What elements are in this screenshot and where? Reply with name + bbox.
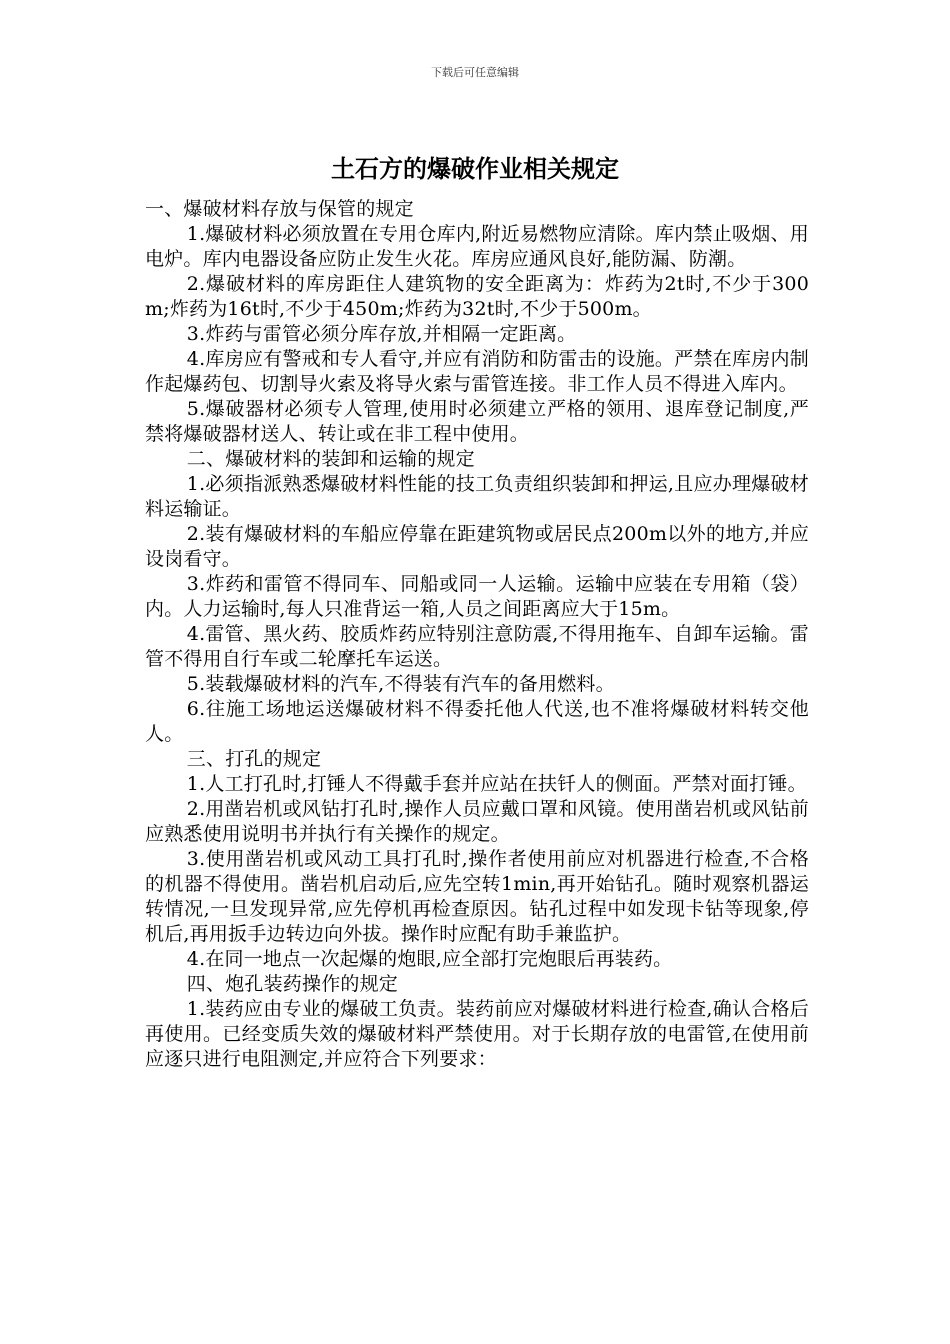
paragraph: 5.爆破器材必须专人管理,使用时必须建立严格的领用、退库登记制度,严禁将爆破器材送人、转让或在非工程中使用。 [145, 398, 809, 445]
document-body [145, 197, 809, 1072]
section-heading-2: 二、爆破材料的装卸和运输的规定 [186, 448, 475, 470]
paragraph: 6.往施工场地运送爆破材料不得委托他人代送,也不准将爆破材料转交他人。 [145, 698, 809, 745]
page-header-note: 下载后可任意编辑 [431, 66, 519, 79]
paragraph: 2.爆破材料的库房距住人建筑物的安全距离为：炸药为2t时,不少于300m;炸药为16t时,不少于450m;炸药为32t时,不少于500m。 [145, 273, 809, 320]
paragraph: 1.装药应由专业的爆破工负责。装药前应对爆破材料进行检查,确认合格后再使用。已经变质失效的爆破材料严禁使用。对于长期存放的电雷管,在使用前应逐只进行电阻测定,并应符合下列要求： [145, 998, 809, 1070]
paragraph: 4.在同一地点一次起爆的炮眼,应全部打完炮眼后再装药。 [186, 948, 673, 970]
paragraph: 4.库房应有警戒和专人看守,并应有消防和防雷击的设施。严禁在库房内制作起爆药包、切割导火索及将导火索与雷管连接。非工作人员不得进入库内。 [145, 348, 809, 395]
paragraph: 3.炸药与雷管必须分库存放,并相隔一定距离。 [186, 323, 577, 345]
section-heading-3: 三、打孔的规定 [186, 748, 322, 770]
paragraph: 2.用凿岩机或风钻打孔时,操作人员应戴口罩和风镜。使用凿岩机或风钻前应熟悉使用说明书并执行有关操作的规定。 [145, 798, 809, 845]
paragraph: 3.使用凿岩机或风动工具打孔时,操作者使用前应对机器进行检查,不合格的机器不得使用。凿岩机启动后,应先空转1min,再开始钻孔。随时观察机器运转情况,一旦发现异常,应先停机再检查原因。钻孔过程中如发现卡钻等现象,停机后,再用扳手边转边向外拔。操作时应配有助手兼监护。 [145, 848, 809, 945]
paragraph: 1.必须指派熟悉爆破材料性能的技工负责组织装卸和押运,且应办理爆破材料运输证。 [145, 473, 809, 520]
document-title: 土石方的爆破作业相关规定 [331, 155, 619, 183]
section-heading-1: 一、爆破材料存放与保管的规定 [145, 198, 414, 220]
paragraph: 5.装载爆破材料的汽车,不得装有汽车的备用燃料。 [186, 673, 615, 695]
paragraph: 1.人工打孔时,打锤人不得戴手套并应站在扶钎人的侧面。严禁对面打锤。 [186, 773, 807, 795]
paragraph: 4.雷管、黑火药、胶质炸药应特别注意防震,不得用拖车、自卸车运输。雷管不得用自行车或二轮摩托车运送。 [145, 623, 809, 670]
paragraph: 3.炸药和雷管不得同车、同船或同一人运输。运输中应装在专用箱（袋）内。人力运输时,每人只准背运一箱,人员之间距离应大于15m。 [145, 573, 809, 620]
paragraph: 2.装有爆破材料的车船应停靠在距建筑物或居民点200m以外的地方,并应设岗看守。 [145, 523, 809, 570]
paragraph: 1.爆破材料必须放置在专用仓库内,附近易燃物应清除。库内禁止吸烟、用电炉。库内电器设备应防止发生火花。库房应通风良好,能防漏、防潮。 [145, 223, 809, 270]
section-heading-4: 四、炮孔装药操作的规定 [186, 973, 398, 995]
